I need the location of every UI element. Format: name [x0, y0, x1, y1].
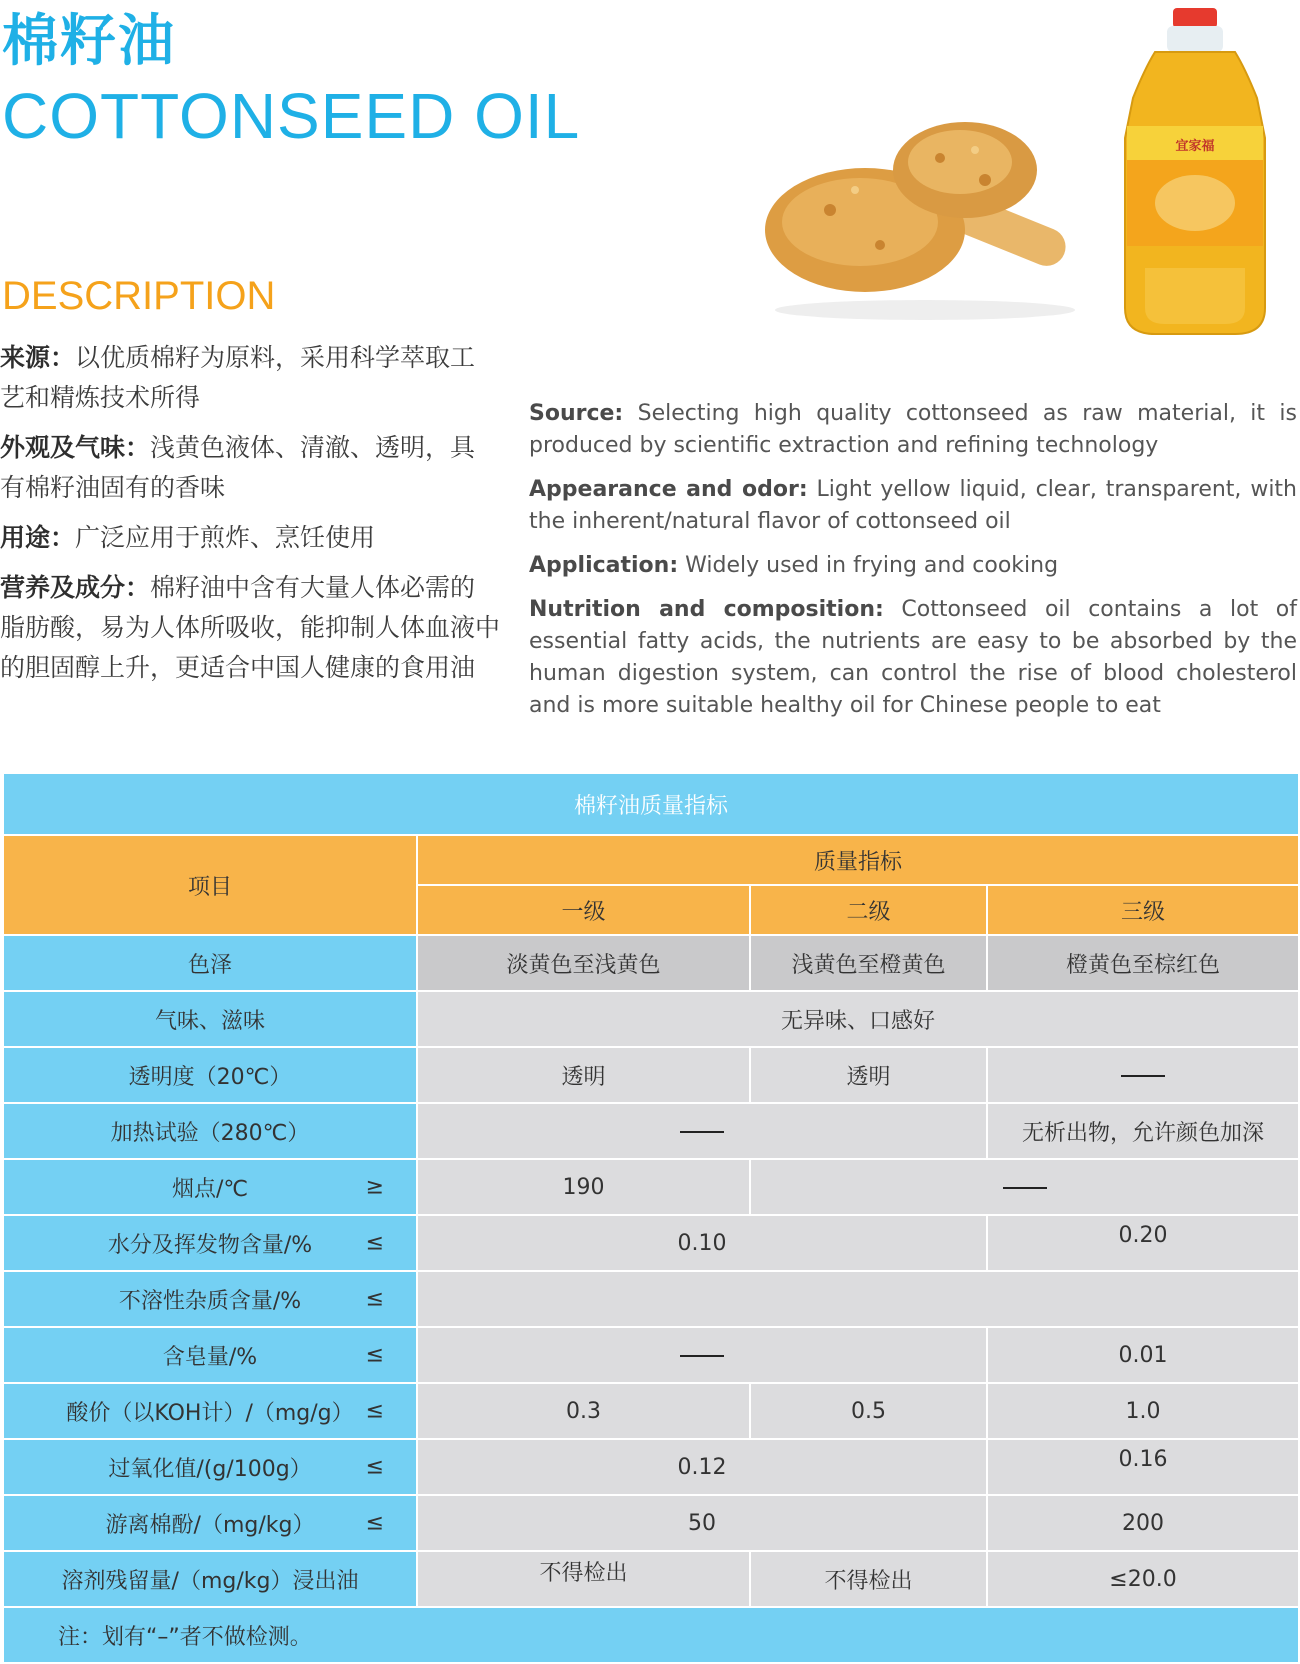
table-cell	[417, 1551, 750, 1607]
grade-3-header: 三级	[987, 885, 1299, 935]
grade-1-header: 一级	[417, 885, 750, 935]
table-row	[3, 1047, 1299, 1103]
cell-value: 不得检出	[539, 1560, 628, 1586]
table-cell: 1.0	[987, 1383, 1299, 1439]
table-note-row	[3, 1607, 1299, 1663]
row-label: 游离棉酚/（mg/kg）	[105, 1512, 315, 1538]
english-description	[529, 398, 1297, 734]
table-cell: 0.12	[417, 1439, 987, 1495]
row-label: 溶剂残留量/（mg/kg）浸出油	[3, 1551, 417, 1607]
en-nutrition-paragraph	[529, 594, 1297, 722]
row-label-cell	[3, 1495, 417, 1551]
row-label: 酸价（以KOH计）/（mg/g）	[66, 1400, 354, 1426]
row-label: 加热试验（280℃）	[3, 1103, 417, 1159]
table-cell: 无析出物，允许颜色加深	[987, 1103, 1299, 1159]
table-cell: 无异味、口感好	[417, 991, 1299, 1047]
row-label-cell	[3, 1439, 417, 1495]
dash-mark	[1121, 1075, 1165, 1077]
en-nutrition-label: Nutrition and composition:	[529, 597, 884, 622]
table-cell	[417, 1327, 987, 1383]
row-label-cell	[3, 1159, 417, 1215]
item-header: 项目	[3, 835, 417, 935]
comparison-symbol: ≤	[365, 1454, 384, 1480]
table-cell: 0.10	[417, 1215, 987, 1271]
table-cell: 淡黄色至浅黄色	[417, 935, 750, 991]
table-note: 注：划有“–”者不做检测。	[3, 1607, 1299, 1663]
en-application-paragraph	[529, 550, 1297, 582]
table-cell: 190	[417, 1159, 750, 1215]
table-cell: 200	[987, 1495, 1299, 1551]
fried-chicken-image	[760, 110, 1090, 330]
title-chinese: 棉籽油	[2, 9, 176, 74]
table-row	[3, 1551, 1299, 1607]
cn-nutrition-text: 棉籽油中含有大量人体必需的脂肪酸，易为人体所吸收，能抑制人体血液中的胆固醇上升，更适合中国人健康的食用油	[0, 573, 501, 682]
quality-header: 质量指标	[417, 835, 1299, 885]
row-label-cell	[3, 1271, 417, 1327]
row-label: 气味、滋味	[3, 991, 417, 1047]
table-cell: 0.3	[417, 1383, 750, 1439]
table-row	[3, 1215, 1299, 1271]
cn-application-paragraph	[0, 518, 500, 558]
cn-source-text: 以优质棉籽为原料，采用科学萃取工艺和精炼技术所得	[0, 343, 476, 412]
grade-2-header: 二级	[750, 885, 987, 935]
table-header-row	[3, 835, 1299, 885]
en-nutrition-text: Cottonseed oil contains a lot of essential fatty acids, the nutrients are easy to be absorbed by the human digestion system, can control the rise of blood cholesterol and is more suitable healthy oil for Chinese people to eat	[529, 597, 1297, 718]
table-cell: 0.01	[987, 1327, 1299, 1383]
cn-source-paragraph	[0, 338, 500, 418]
comparison-symbol: ≤	[365, 1398, 384, 1424]
table-cell	[987, 1047, 1299, 1103]
row-label: 含皂量/%	[162, 1344, 258, 1370]
row-label-cell	[3, 1383, 417, 1439]
table-cell: ≤20.0	[987, 1551, 1299, 1607]
table-row	[3, 1103, 1299, 1159]
table-cell: 橙黄色至棕红色	[987, 935, 1299, 991]
dash-mark	[1003, 1187, 1047, 1189]
table-row	[3, 1327, 1299, 1383]
table-cell: 50	[417, 1495, 987, 1551]
comparison-symbol: ≤	[365, 1230, 384, 1256]
table-cell: 透明	[750, 1047, 987, 1103]
cell-value: 0.16	[1118, 1446, 1168, 1472]
row-label: 烟点/℃	[171, 1176, 249, 1202]
comparison-symbol: ≤	[365, 1342, 384, 1368]
table-row	[3, 1159, 1299, 1215]
dash-mark	[680, 1131, 724, 1133]
table-cell: 不得检出	[750, 1551, 987, 1607]
en-application-label: Application:	[529, 553, 679, 578]
en-source-label: Source:	[529, 401, 624, 426]
en-appearance-text: Light yellow liquid, clear, transparent, with the inherent/natural flavor of cottonseed oil	[529, 477, 1297, 534]
cell-value: 0.20	[1118, 1222, 1168, 1248]
chinese-description	[0, 338, 500, 698]
row-label-cell	[3, 1327, 417, 1383]
en-appearance-paragraph	[529, 474, 1297, 538]
description-heading: DESCRIPTION	[2, 274, 276, 318]
table-row	[3, 991, 1299, 1047]
table-row	[3, 935, 1299, 991]
table-cell	[417, 1103, 987, 1159]
table-row	[3, 1439, 1299, 1495]
row-label: 色泽	[3, 935, 417, 991]
comparison-symbol: ≤	[365, 1510, 384, 1536]
bottle-brand-label: 宜家福	[1175, 139, 1215, 154]
table-cell	[987, 1215, 1299, 1271]
dash-mark	[680, 1355, 724, 1357]
cn-appearance-label: 外观及气味：	[0, 433, 151, 462]
table-cell	[417, 1271, 1299, 1327]
table-caption-row	[3, 773, 1299, 835]
cn-source-label: 来源：	[0, 343, 76, 372]
cn-application-label: 用途：	[0, 523, 76, 552]
table-cell	[750, 1159, 1299, 1215]
table-cell: 浅黄色至橙黄色	[750, 935, 987, 991]
table-cell	[987, 1439, 1299, 1495]
table-cell: 0.5	[750, 1383, 987, 1439]
cn-nutrition-label: 营养及成分：	[0, 573, 151, 602]
table-row	[3, 1495, 1299, 1551]
en-application-text: Widely used in frying and cooking	[678, 553, 1059, 578]
cn-application-text: 广泛应用于煎炸、烹饪使用	[75, 523, 376, 552]
quality-spec-table	[2, 772, 1300, 1664]
row-label: 不溶性杂质含量/%	[118, 1288, 302, 1314]
row-label: 水分及挥发物含量/%	[107, 1232, 313, 1258]
cn-nutrition-paragraph	[0, 568, 500, 688]
row-label-cell	[3, 1215, 417, 1271]
cn-appearance-text: 浅黄色液体、清澈、透明，具有棉籽油固有的香味	[0, 433, 476, 502]
en-appearance-label: Appearance and odor:	[529, 477, 808, 502]
en-source-paragraph	[529, 398, 1297, 462]
row-label: 过氧化值/(g/100g）	[108, 1456, 312, 1482]
table-row	[3, 1271, 1299, 1327]
table-row	[3, 1383, 1299, 1439]
comparison-symbol: ≥	[365, 1174, 384, 1200]
en-source-text: Selecting high quality cottonseed as raw material, it is produced by scientific extraction and refining technology	[529, 401, 1297, 458]
comparison-symbol: ≤	[365, 1286, 384, 1312]
table-cell: 透明	[417, 1047, 750, 1103]
title-english: COTTONSEED OIL	[2, 80, 581, 152]
cn-appearance-paragraph	[0, 428, 500, 508]
table-caption: 棉籽油质量指标	[3, 773, 1299, 835]
row-label: 透明度（20℃）	[3, 1047, 417, 1103]
oil-bottle-image	[1115, 8, 1275, 336]
